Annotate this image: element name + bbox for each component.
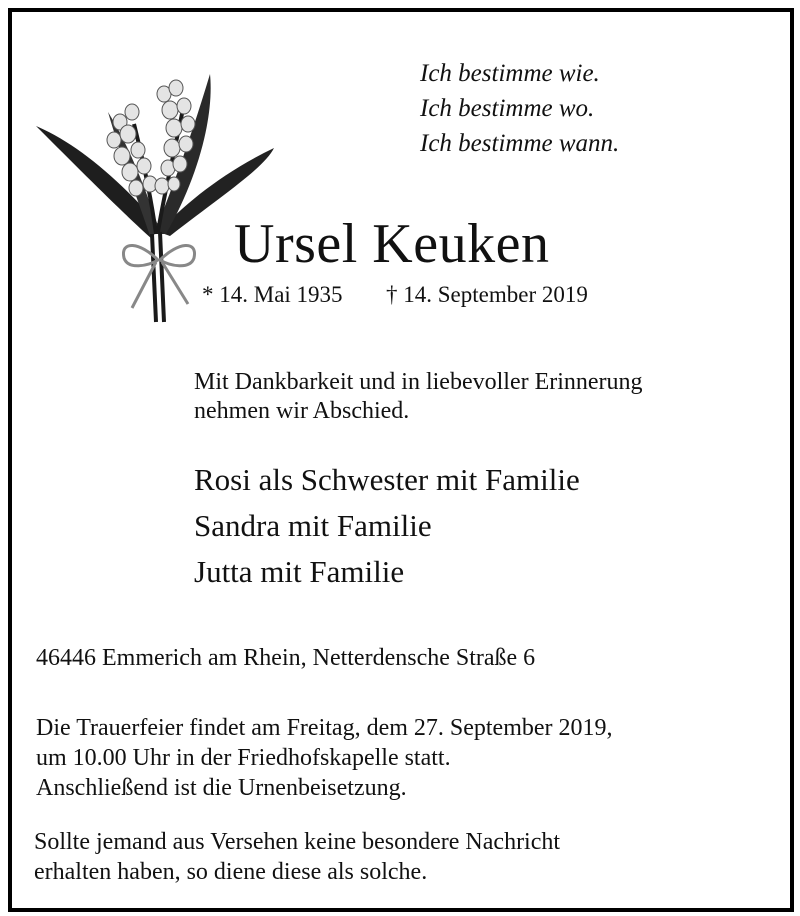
motto-line: Ich bestimme wann. (420, 130, 620, 157)
ceremony-line: Die Trauerfeier findet am Freitag, dem 27. September 2019, (36, 715, 613, 741)
motto-line: Ich bestimme wie. (420, 60, 600, 87)
obituary-card (8, 8, 794, 912)
mourner-line: Sandra mit Familie (194, 508, 432, 543)
notice-line: erhalten haben, so diene diese als solche. (34, 859, 428, 885)
notice-line: Sollte jemand aus Versehen keine besondere Nachricht (34, 829, 561, 855)
ceremony-line: Anschließend ist die Urnenbeisetzung. (36, 775, 407, 801)
deceased-name: Ursel Keuken (234, 213, 550, 275)
farewell-line: Mit Dankbarkeit und in liebevoller Erinnerung (194, 369, 643, 395)
mourner-line: Rosi als Schwester mit Familie (194, 462, 580, 497)
motto-line: Ich bestimme wo. (420, 95, 595, 122)
birth-date: * 14. Mai 1935 (202, 282, 343, 307)
mourner-line: Jutta mit Familie (194, 554, 405, 589)
farewell-line: nehmen wir Abschied. (194, 398, 410, 424)
death-date: † 14. September 2019 (386, 282, 588, 307)
ceremony-line: um 10.00 Uhr in der Friedhofskapelle statt. (36, 745, 451, 771)
address: 46446 Emmerich am Rhein, Netterdensche Straße 6 (36, 645, 536, 671)
